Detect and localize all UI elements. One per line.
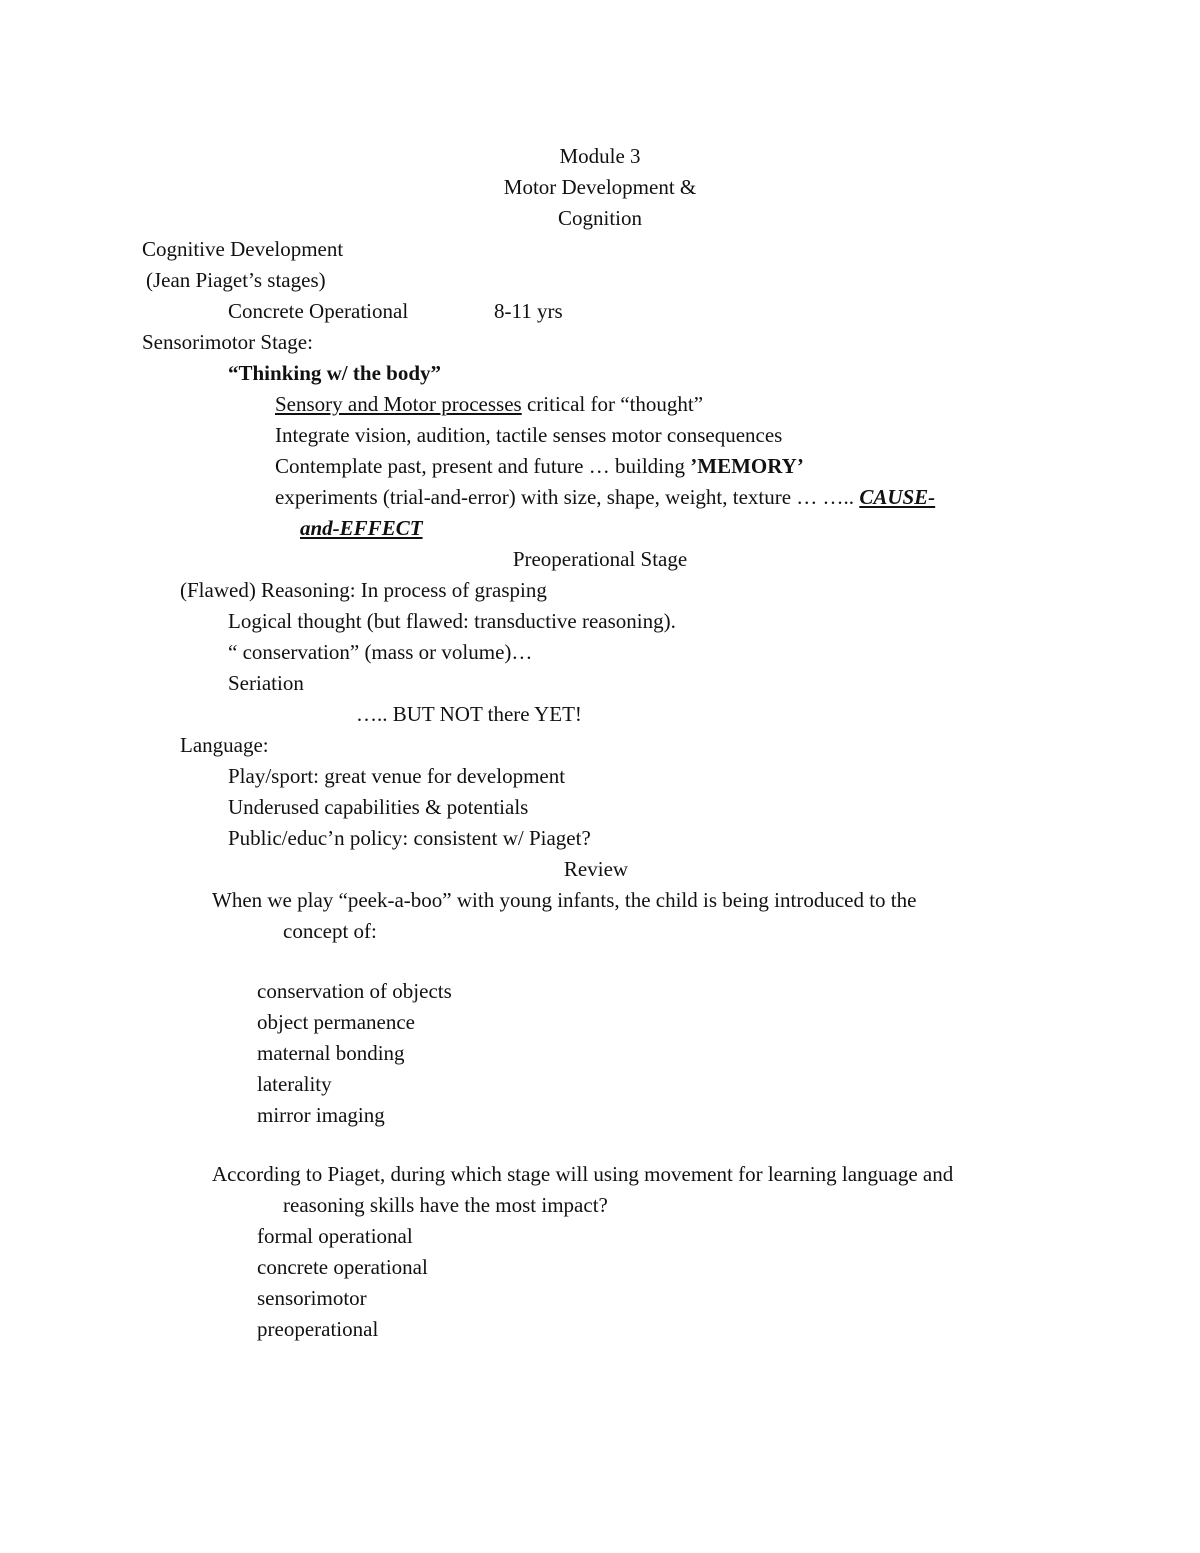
play-sport-line: Play/sport: great venue for development <box>228 764 566 788</box>
integrate-line: Integrate vision, audition, tactile senses motor consequences <box>275 423 783 447</box>
sensory-motor-rest: critical for “thought” <box>521 392 704 416</box>
concrete-age: 8-11 yrs <box>494 299 563 323</box>
conservation-line: “ conservation” (mass or volume)… <box>228 640 533 664</box>
q1-option: object permanence <box>257 1010 415 1034</box>
question-2-line-1: According to Piaget, during which stage will using movement for learning language and <box>212 1162 954 1186</box>
underused-line: Underused capabilities & potentials <box>228 795 529 819</box>
preoperational-heading: Preoperational Stage <box>512 547 688 571</box>
sensorimotor-heading: Sensorimotor Stage: <box>142 330 313 354</box>
experiments-text: experiments (trial-and-error) with size, shape, weight, texture … ….. <box>275 485 860 509</box>
review-heading: Review <box>563 857 629 881</box>
sensory-motor-underlined: Sensory and Motor processes <box>275 392 522 416</box>
piaget-subheading: (Jean Piaget’s stages) <box>146 268 326 292</box>
q1-option: maternal bonding <box>257 1041 405 1065</box>
experiments-line <box>275 482 935 513</box>
language-heading: Language: <box>180 733 269 757</box>
module-number: Module 3 <box>559 144 641 168</box>
q1-option: laterality <box>257 1072 332 1096</box>
contemplate-text: Contemplate past, present and future … building <box>275 454 691 478</box>
q1-option: mirror imaging <box>257 1103 385 1127</box>
q2-option: preoperational <box>257 1317 379 1341</box>
question-1-line-2: concept of: <box>283 919 377 943</box>
q1-option: conservation of objects <box>257 979 452 1003</box>
seriation-line: Seriation <box>228 671 304 695</box>
q2-option: concrete operational <box>257 1255 428 1279</box>
title-line-1: Motor Development & <box>503 175 697 199</box>
and-effect-text: and-EFFECT <box>300 516 423 540</box>
question-2-line-2: reasoning skills have the most impact? <box>283 1193 608 1217</box>
q2-option: formal operational <box>257 1224 413 1248</box>
cause-text: CAUSE- <box>859 485 936 509</box>
reasoning-line: (Flawed) Reasoning: In process of grasping <box>180 578 547 602</box>
logical-thought-line: Logical thought (but flawed: transductive reasoning). <box>228 609 676 633</box>
title-line-2: Cognition <box>557 206 642 230</box>
sensory-motor-line <box>275 389 703 420</box>
q2-option: sensorimotor <box>257 1286 367 1310</box>
policy-line: Public/educ’n policy: consistent w/ Piaget? <box>228 826 591 850</box>
question-1-line-1: When we play “peek-a-boo” with young infants, the child is being introduced to the <box>212 888 917 912</box>
cognitive-heading: Cognitive Development <box>142 237 344 261</box>
memory-text: ’MEMORY’ <box>690 454 804 478</box>
not-there-yet-line: ….. BUT NOT there YET! <box>356 702 582 726</box>
concrete-label: Concrete Operational <box>228 299 409 323</box>
contemplate-line <box>275 451 804 482</box>
thinking-with-body: “Thinking w/ the body” <box>228 361 441 385</box>
